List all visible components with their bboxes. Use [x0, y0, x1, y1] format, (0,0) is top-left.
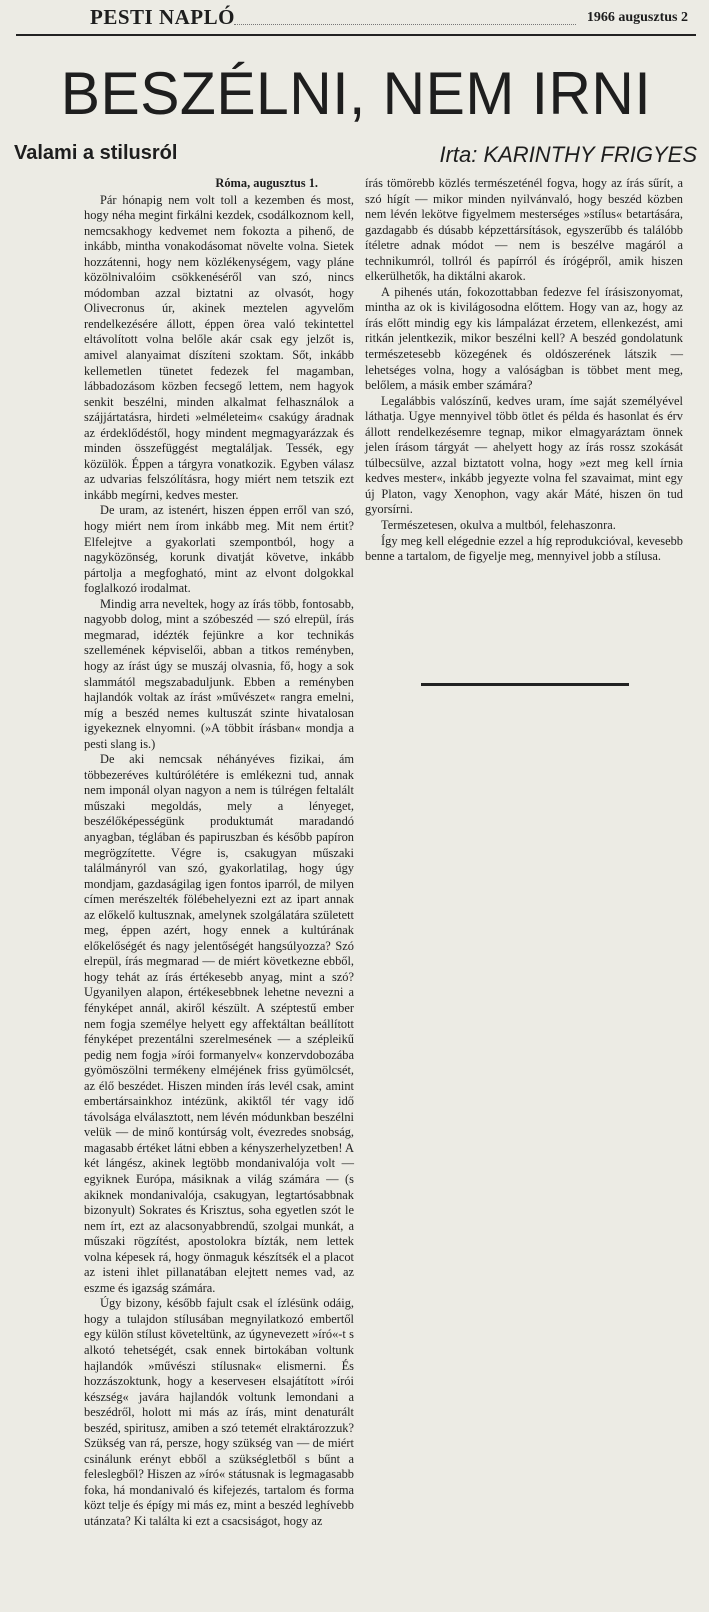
paragraph: Természetesen, okulva a multból, felehaszonra.	[381, 518, 616, 533]
paragraph: A pihenés után, fokozottabban fedezve fel írásiszonyomat, mintha az ok is kivilágosodna előttem. Hogy van az, hogy az írás előtt mindig egy kis lámpalázat érzetem, ellenkezést, ami ritkán jelentkezik, mikor beszélni kell? A beszéd gondolatunk természetesebb közegének és oldószerének látszik — lehetséges volna, hogy a valóságban is többet ment meg, belőlem, a másik ember számára?	[365, 284, 683, 393]
right-column	[365, 176, 683, 565]
paragraph: De aki nemcsak néhányéves fizikai, ám többezeréves kultúrólétére is emlékezni tud, annak nem imponál olyan nagyon a nem is túlrégen feltalált műszaki megoldás, mely a lényeget, beszélőképességünk produktumát maradandó anyagban, téglában és papiruszban és később papíron megrögzítette. Végre is, csakugyan műszaki találmányról van szó, gyakorlatilag, hogy úgy mondjam, gazdaságilag igen fontos iparról, de milyen címen merészelték fölébehelyezni ezt az ipart annak az előkelő kultusznak, amelynek szolgálatára született meg, éppen azért, hogy ennek a kultúrának előkelőségét és nagy jelentőségét hangsúlyozza? Szó elrepül, írás megmarad — de miért következne ebből, hogy tehát az írás értékesebb anyag, mint a szó? Ugyanilyen alapon, értékesebbnek lehetne nevezni a fényképet annál, akiről készült. A széptestű ember nem fogja személye helyett egy affektáltan beállított fényképet prezentálni szerelmesének — a szépleikű pedig nem fogja »írói formanyelv« konzervdobozába gyömöszölni termékeny elméjének friss gyümölcsét, az élő beszédet. Hiszen minden írás levél csak, amint embertársainkhoz intézünk, akiktől tér vagy idő távolsága elválasztott, nem lévén módunkban beszélni velük — de minő kontúrság volt, évezredes snobság, magasabb értéket látni ebben a kényszerhelyzetben! A két lángész, akinek legtöbb mondanivalója volt — egyiknek Európa, másiknak a világ számára — (s akiknek mondanivalója, csakugyan, legtartósabbnak bizonyult) Sokrates és Krisztus, soha egyetlen szót le nem írt, ezt az alacsonyabbrendű, szolgai munkát, a műszaki rögzítést, apostolokra bízták, nem lettek volna képesek rá, hogy önmaguk készítsék el a placot az isteni ihlet pillanatában elejtett nemes vad, az eszme és igazság számára.	[84, 752, 354, 1295]
article-byline: Irta: KARINTHY FRIGYES	[439, 142, 697, 167]
paper-name: PESTI NAPLÓ	[90, 5, 235, 29]
dateline: Róma, augusztus 1.	[215, 176, 318, 190]
paragraph: Úgy bizony, később fajult csak el ízlésünk odáig, hogy a tulajdon stílusában megnyilatkozó embertől egy külön stílust követeltünk, az úgynevezett »író«-t s alkotó tehetségét, csak ennek birtokában voltunk hajlandók »művészi stílusnak« elismerni. És hozzászoktunk, hogy a keserveseн elsajátított »írói készség« javára hajlandók voltunk lemondani a beszédről, holott mi más az írás, mint denaturált beszéd, spiritusz, amiben a szó tetemét elraktározzuk? Szükség van rá, persze, hogy szükség van — de miért csinálunk erényt ebből a szükségletből s bűnt a feleslegből? Hiszen az »író« státusnak is legmagasabb foka, há mondanivaló és kifejezés, tartalom és forma közt telje és épígy mi más ez, mint a beszéd leghívebb utánzata? Ki találta ki ezt a csacsiságot, hogy az	[84, 1296, 354, 1529]
paragraph: Így meg kell elégednie ezzel a híg reprodukcióval, kevesebb benne a tartalom, de figyelje meg, mennyivel jobb a stílusa.	[365, 533, 683, 564]
paragraph: De uram, az istenért, hiszen éppen erről van szó, hogy miért nem írom inkább meg. Mit nem értit? Elfelejtve a gyakorlati szempontból, hogy a nagyközönség, korunk divatját követve, inkább pártolja a megfogható, mint az elvont dolgokkal foglalkozó irodalmat.	[84, 503, 354, 596]
paragraph: Pár hónapig nem volt toll a kezemben és most, hogy néha megint firkálni kezdek, csodálkoznom kell, nemcsakhogy kedvemet nem fokozta a pihenő, de inkább, mintha vonakodásomat növelte volna. Sietek hozzátenni, hogy nem közlékenységem, vagy pláne közölnivalóim csökkenéséről van szó, nincs módomban azzal biztatni az olvasót, hogy Olivecronus úr, akinek meztelen agyvelőm rendelkezésére állott, éppen örea való tekintettel eltávolított volna belőle akár csak egy jelzőt is, amivel alanyaimat díszíteni szoktam. Sőt, inkább kellemetlen tünetet fedezek fel magamban, lábbadozásom közben fecsegő lettem, nem hagyok senkit beszélni, minden alkalmat felhasználok a szájjártatásra, hirdeti »elméleteim« csakúgy áradnak az érdeklődéstől, hogy mindent megmagyarázzak és minden összefüggést megtaláljak. Tessék, egy közülök. Éppen a tárgyra vonatkozik. Egyben válasz az udvarias felszólításra, hogy miért nem tetszik ezt inkább megírni, kedves mester.	[84, 192, 354, 502]
left-column	[84, 176, 354, 1530]
masthead	[16, 4, 696, 34]
masthead-leader-dots	[234, 24, 576, 25]
continuation-paragraph: írás tömörebb közlés természeténél fogva, hogy az írás sűrít, a szó hígít — mikor minden nyilvánvaló, hogy beszéd közben nem lévén lekötve figyelmem mesterséges »stílus« betartására, gazdagabb és dúsabb képzettársítások, egyszerűbb és találóbb ítéletre adnak módot — nem is beszélve magáról a technikumról, tollról és papírról és írógépről, amik hiszen elkerülhetők, ha diktálni akarok.	[365, 176, 683, 284]
paragraph: Mindig arra neveltek, hogy az írás több, fontosabb, nagyobb dolog, mint a szóbeszéd — szó elrepül, írás megmarad, idézték fejünkre a kor technikás szellemének képviselői, abban a titkos reményben, hogy az írást úgy se muszáj olvasnia, fő, hogy a sok slammától megszabaduljunk. Ebben a reményben hajlandók voltak az írást »művészet« rangra emelni, míg a beszéd nemes kultuszát szinte hivatalosan igyekeznek elnyomni. (»A többit írásban« mondja a pesti slang is.)	[84, 596, 354, 751]
article-headline: BESZÉLNI, NEM IRNI	[60, 60, 652, 127]
paragraph: Legalábbis valószínű, kedves uram, íme saját személyével láthatja. Ugye mennyivel több ötlet és példa és hasonlat és érv állott rendelkezésemre tegnap, mikor elmagyaráztam önnek jelen írásom tárgyát — ahelyett hogy az írás rossz szokását túlbecsülve, azzal biztatott volna, hogy »ezt meg kell írnia kedves mester«, inkább jegyezte volna fel szavaimat, mint egy új Platon, vagy Xenophon, vagy akár Máté, hiszen ön tud gyorsírni.	[365, 393, 683, 517]
article-subtitle: Valami a stilusról	[14, 142, 178, 164]
masthead-rule	[16, 34, 696, 36]
issue-date: 1966 augusztus 2	[586, 10, 688, 25]
article-end-rule	[421, 683, 629, 686]
